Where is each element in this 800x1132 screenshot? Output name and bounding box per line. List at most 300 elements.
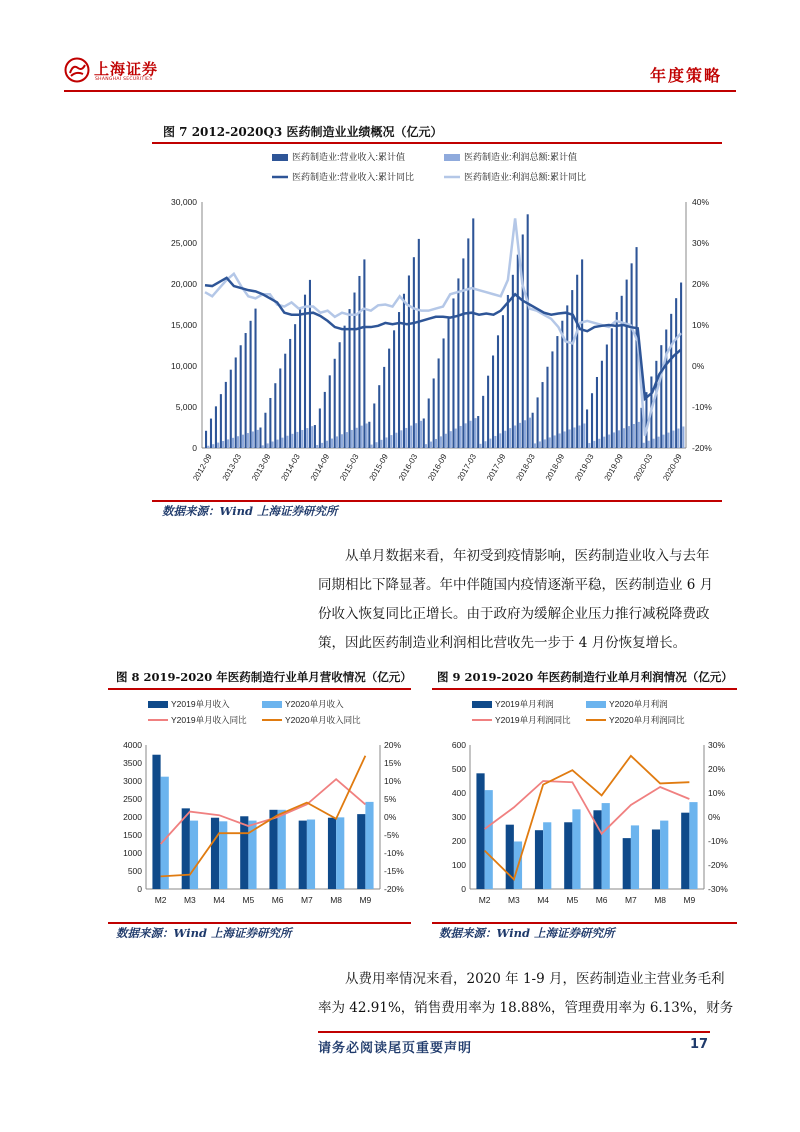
- bar-2019: [328, 818, 336, 889]
- profit-bar: [484, 441, 486, 448]
- bar-2019: [652, 829, 660, 889]
- profit-bar: [301, 430, 303, 448]
- x-tick-label: M6: [271, 895, 284, 905]
- revenue-bar: [541, 382, 543, 448]
- revenue-bar: [537, 397, 539, 448]
- bar-2019: [564, 822, 572, 889]
- revenue-bar: [319, 408, 321, 448]
- revenue-bar: [665, 330, 667, 448]
- y-right-tick-label: 10%: [384, 776, 402, 786]
- y-left-tick-label: 200: [451, 836, 466, 846]
- revenue-bar: [611, 328, 613, 448]
- x-tick-label: M4: [537, 895, 550, 905]
- figure7-title: 图 7 2012-2020Q3 医药制造业业绩概况（亿元）: [163, 125, 443, 139]
- profit-bar: [366, 423, 368, 448]
- legend-swatch: [586, 701, 606, 708]
- yoy-2019-line: [485, 781, 690, 834]
- bar-2019: [623, 838, 631, 889]
- revenue-bar: [482, 396, 484, 448]
- profit-bar: [450, 431, 452, 448]
- y-left-tick-label: 25,000: [171, 238, 197, 248]
- profit-bar: [341, 434, 343, 448]
- profit-bar: [479, 444, 481, 448]
- revenue-bar: [269, 398, 271, 448]
- revenue-bar: [447, 318, 449, 448]
- revenue-bar: [274, 383, 276, 448]
- profit-bar: [514, 425, 516, 448]
- profit-bar: [252, 431, 254, 448]
- profit-bar: [395, 433, 397, 448]
- y-left-tick-label: 3500: [123, 758, 142, 768]
- profit-bar: [286, 436, 288, 448]
- profit-bar: [415, 423, 417, 448]
- revenue-bar: [334, 359, 336, 448]
- revenue-bar: [408, 275, 410, 448]
- profit-bar: [588, 443, 590, 448]
- x-tick-label: 2015-09: [367, 452, 390, 483]
- revenue-bar: [438, 358, 440, 448]
- revenue-bar: [363, 259, 365, 448]
- revenue-bar: [235, 357, 237, 448]
- profit-bar: [638, 422, 640, 448]
- bar-2020: [543, 822, 551, 889]
- figure8-bottom-rule: [108, 922, 411, 924]
- paragraph-2-line: 率为 42.91%，销售费用率为 18.88%，管理费用率为 6.13%，财务: [318, 1000, 734, 1016]
- profit-bar: [598, 439, 600, 448]
- profit-bar: [217, 443, 219, 448]
- y-right-tick-label: -10%: [692, 402, 712, 412]
- y-right-tick-label: -10%: [384, 848, 404, 858]
- legend-label: Y2019单月利润: [495, 699, 554, 709]
- profit-bar: [222, 441, 224, 448]
- y-right-tick-label: 10%: [692, 320, 710, 330]
- legend-swatch: [444, 154, 460, 161]
- profit-bar: [618, 430, 620, 448]
- paragraph-2-line: 从费用率情况来看，2020 年 1-9 月，医药制造业主营业务毛利: [345, 971, 725, 987]
- x-tick-label: M9: [359, 895, 372, 905]
- legend-label: 医药制造业:营业收入:累计同比: [292, 172, 415, 182]
- revenue-bar: [413, 257, 415, 448]
- profit-bar: [549, 437, 551, 448]
- revenue-bar: [680, 283, 682, 448]
- revenue-bar: [254, 309, 256, 448]
- legend-label: Y2019单月收入同比: [171, 715, 247, 725]
- figure7-source: 数据来源：Wind 上海证券研究所: [162, 504, 338, 518]
- legend-label: 医药制造业:利润总额:累计同比: [464, 172, 587, 182]
- revenue-bar: [462, 258, 464, 448]
- bar-2020: [365, 802, 373, 889]
- y-right-tick-label: 0%: [384, 812, 397, 822]
- profit-bar: [380, 440, 382, 448]
- x-tick-label: 2018-03: [514, 452, 537, 483]
- revenue-bar: [497, 335, 499, 448]
- y-left-tick-label: 15,000: [171, 320, 197, 330]
- disclaimer-notice: 请务必阅读尾页重要声明: [318, 1041, 473, 1056]
- y-right-tick-label: -10%: [708, 836, 728, 846]
- profit-bar: [296, 432, 298, 448]
- profit-bar: [425, 444, 427, 448]
- profit-bar: [534, 443, 536, 448]
- profit-bar: [608, 435, 610, 448]
- paragraph-1-line: 同期相比下降显著。年中伴随国内疫情逐渐平稳，医药制造业 6 月: [318, 577, 714, 593]
- figure9-title: 图 9 2019-2020 年医药制造行业单月利润情况（亿元）: [437, 670, 733, 684]
- y-right-tick-label: 30%: [708, 740, 726, 750]
- revenue-bar: [215, 406, 217, 448]
- y-left-tick-label: 500: [127, 866, 142, 876]
- y-right-tick-label: -20%: [692, 443, 712, 453]
- bar-2019: [240, 816, 248, 889]
- x-tick-label: 2018-09: [543, 452, 567, 483]
- revenue-bar: [492, 356, 494, 448]
- revenue-bar: [279, 368, 281, 448]
- y-left-tick-label: 400: [451, 788, 466, 798]
- bar-2020: [602, 803, 610, 889]
- x-tick-label: 2012-09: [191, 452, 214, 483]
- y-right-tick-label: -5%: [384, 830, 400, 840]
- profit-bar: [405, 428, 407, 448]
- profit-bar: [371, 445, 373, 448]
- y-left-tick-label: 10,000: [171, 361, 197, 371]
- x-tick-label: 2015-03: [338, 452, 361, 483]
- profit-bar: [326, 441, 328, 448]
- profit-bar: [390, 435, 392, 448]
- revenue-bar: [220, 394, 222, 448]
- profit-bar: [509, 428, 511, 448]
- revenue-bar: [561, 321, 563, 448]
- header-rule: [64, 90, 736, 92]
- profit-bar: [667, 433, 669, 448]
- legend-swatch: [272, 154, 288, 161]
- profit-bar: [573, 427, 575, 448]
- profit-bar: [207, 446, 209, 448]
- revenue-bar: [606, 345, 608, 448]
- revenue-bar: [655, 361, 657, 448]
- profit-bar: [643, 443, 645, 448]
- y-left-tick-label: 2000: [123, 812, 142, 822]
- profit-bar: [559, 433, 561, 448]
- profit-bar: [356, 428, 358, 448]
- revenue-bar: [205, 431, 207, 448]
- figure9-source: 数据来源：Wind 上海证券研究所: [439, 926, 615, 940]
- revenue-bar: [329, 375, 331, 448]
- bar-2019: [299, 821, 307, 889]
- revenue-bar: [383, 367, 385, 448]
- profit-bar: [648, 441, 650, 448]
- revenue-bar: [398, 312, 400, 448]
- legend-label: Y2020单月利润同比: [609, 715, 685, 725]
- revenue-bar: [443, 338, 445, 448]
- bar-2020: [219, 821, 227, 889]
- revenue-bar: [522, 234, 524, 448]
- legend-label: 医药制造业:营业收入:累计值: [292, 152, 406, 162]
- profit-bar: [578, 425, 580, 448]
- revenue-bar: [423, 418, 425, 448]
- profit-bar: [331, 439, 333, 448]
- revenue-bar: [250, 321, 252, 448]
- revenue-bar: [289, 339, 291, 448]
- profit-bar: [672, 431, 674, 448]
- page-number: 17: [690, 1037, 709, 1052]
- x-tick-label: 2013-09: [250, 452, 273, 483]
- profit-bar: [435, 439, 437, 448]
- profit-bar: [311, 426, 313, 448]
- revenue-bar: [551, 351, 553, 448]
- y-right-tick-label: -15%: [384, 866, 404, 876]
- profit-bar: [385, 437, 387, 448]
- logo-name: 上海证券: [94, 60, 159, 78]
- profit-bar: [663, 435, 665, 448]
- y-left-tick-label: 300: [451, 812, 466, 822]
- y-left-tick-label: 500: [451, 764, 466, 774]
- revenue-bar: [259, 428, 261, 449]
- revenue-bar: [428, 398, 430, 448]
- profit-bar: [569, 429, 571, 448]
- x-tick-label: M5: [242, 895, 255, 905]
- legend-label: Y2019单月收入: [171, 699, 230, 709]
- revenue-bar: [621, 296, 623, 448]
- paragraph-1-line: 份收入恢复同比正增长。由于政府为缓解企业压力推行减税降费政: [318, 606, 710, 622]
- revenue-bar: [527, 214, 529, 448]
- bar-2019: [211, 818, 219, 889]
- y-right-tick-label: -30%: [708, 884, 728, 894]
- y-left-tick-label: 5,000: [175, 402, 197, 412]
- x-tick-label: 2017-09: [485, 452, 508, 483]
- profit-bar: [267, 443, 269, 448]
- x-tick-label: 2020-03: [631, 452, 655, 483]
- revenue-bar: [512, 275, 514, 448]
- revenue-bar: [660, 345, 662, 448]
- revenue-bar: [586, 409, 588, 448]
- revenue-bar: [309, 280, 311, 448]
- profit-bar: [682, 426, 684, 448]
- profit-bar: [376, 442, 378, 448]
- profit-bar: [336, 436, 338, 448]
- y-left-tick-label: 0: [192, 443, 197, 453]
- profit-bar: [212, 444, 214, 448]
- bar-2019: [681, 813, 689, 889]
- revenue-bar: [299, 309, 301, 448]
- footer-rule: [318, 1031, 710, 1033]
- legend-label: Y2019单月利润同比: [495, 715, 571, 725]
- revenue-bar: [457, 278, 459, 448]
- x-tick-label: M2: [478, 895, 491, 905]
- profit-bar: [613, 432, 615, 448]
- profit-bar: [282, 438, 284, 448]
- profit-bar: [306, 428, 308, 448]
- profit-bar: [603, 437, 605, 448]
- profit-bar: [539, 441, 541, 448]
- profit-bar: [445, 434, 447, 448]
- profit-bar: [321, 443, 323, 448]
- profit-bar: [583, 423, 585, 448]
- revenue-bar: [373, 403, 375, 448]
- y-left-tick-label: 100: [451, 860, 466, 870]
- y-left-tick-label: 30,000: [171, 197, 197, 207]
- x-tick-label: M7: [624, 895, 637, 905]
- x-tick-label: 2014-03: [279, 452, 302, 483]
- figure9-chart: [432, 690, 737, 920]
- revenue-bar: [314, 425, 316, 448]
- profit-bar: [593, 441, 595, 448]
- y-right-tick-label: 0%: [708, 812, 721, 822]
- legend-swatch: [148, 701, 168, 708]
- profit-bar: [470, 421, 472, 448]
- y-right-tick-label: -20%: [384, 884, 404, 894]
- figure8-chart: [108, 690, 411, 920]
- revenue-bar: [576, 275, 578, 448]
- report-section: 年度策略: [649, 66, 722, 85]
- figure7-chart: [152, 146, 722, 500]
- profit-bar: [474, 418, 476, 448]
- paragraph-1-line: 从单月数据来看，年初受到疫情影响，医药制造业收入与去年: [345, 548, 710, 564]
- logo-emblem-icon: [64, 57, 90, 83]
- profit-bar: [460, 426, 462, 448]
- x-tick-label: M8: [330, 895, 343, 905]
- y-right-tick-label: 40%: [692, 197, 710, 207]
- y-right-tick-label: 20%: [384, 740, 402, 750]
- bar-2020: [660, 821, 668, 889]
- revenue-bar: [517, 255, 519, 448]
- x-tick-label: 2014-09: [308, 452, 332, 483]
- bar-2019: [269, 810, 277, 889]
- profit-bar: [400, 430, 402, 448]
- y-right-tick-label: -20%: [708, 860, 728, 870]
- bar-2019: [152, 755, 160, 889]
- revenue-bar: [616, 312, 618, 448]
- revenue-bar: [626, 280, 628, 448]
- revenue-bar: [477, 416, 479, 448]
- y-left-tick-label: 20,000: [171, 279, 197, 289]
- revenue-bar: [403, 294, 405, 448]
- profit-bar: [430, 442, 432, 448]
- revenue-bar: [556, 336, 558, 448]
- revenue-bar: [225, 382, 227, 448]
- figure7-top-rule: [152, 142, 722, 144]
- paragraph-2: [318, 965, 738, 1023]
- profit-bar: [455, 429, 457, 448]
- profit-bar: [677, 429, 679, 448]
- y-right-tick-label: 20%: [692, 279, 710, 289]
- revenue-bar: [240, 345, 242, 448]
- revenue-bar: [304, 295, 306, 448]
- revenue-bar: [388, 349, 390, 448]
- revenue-bar: [566, 305, 568, 448]
- revenue-bar: [532, 413, 534, 448]
- revenue-bar: [418, 239, 420, 448]
- revenue-bar: [601, 361, 603, 448]
- revenue-bar: [264, 413, 266, 448]
- x-tick-label: M2: [154, 895, 167, 905]
- bar-2020: [631, 825, 639, 889]
- profit-bar: [529, 418, 531, 448]
- revenue-bar: [631, 263, 633, 448]
- revenue-bar: [245, 333, 247, 448]
- x-tick-label: M3: [183, 895, 196, 905]
- profit-bar: [247, 433, 249, 448]
- x-tick-label: 2017-03: [455, 452, 479, 483]
- profit-bar: [272, 441, 274, 448]
- bar-2020: [278, 810, 286, 889]
- profit-bar: [524, 420, 526, 448]
- profit-bar: [262, 445, 264, 448]
- figure9-bottom-rule: [432, 922, 737, 924]
- profit-bar: [554, 435, 556, 448]
- profit-bar: [440, 436, 442, 448]
- x-tick-label: M7: [300, 895, 313, 905]
- y-left-tick-label: 0: [137, 884, 142, 894]
- revenue-bar: [670, 314, 672, 448]
- revenue-bar: [546, 367, 548, 448]
- revenue-bar: [210, 419, 212, 448]
- figure8-title: 图 8 2019-2020 年医药制造行业单月营收情况（亿元）: [116, 670, 412, 684]
- profit-bar: [361, 426, 363, 448]
- revenue-bar: [467, 238, 469, 448]
- profit-bar: [623, 428, 625, 448]
- paragraph-1-line: 策，因此医药制造业利润相比营收先一步于 4 月份恢复增长。: [318, 635, 687, 651]
- profit-bar: [504, 431, 506, 448]
- profit-bar: [232, 438, 234, 448]
- revenue-bar: [487, 376, 489, 448]
- y-right-tick-label: 0%: [692, 361, 705, 371]
- profit-bar: [277, 440, 279, 448]
- revenue-bar: [591, 393, 593, 448]
- profit-bar: [242, 435, 244, 448]
- x-tick-label: 2016-09: [426, 452, 449, 483]
- x-tick-label: M8: [654, 895, 667, 905]
- revenue-bar: [645, 392, 647, 448]
- bar-2020: [190, 821, 198, 889]
- revenue-bar: [294, 324, 296, 448]
- y-left-tick-label: 2500: [123, 794, 142, 804]
- profit-bar: [544, 439, 546, 448]
- profit-bar: [564, 431, 566, 448]
- figure8-source: 数据来源：Wind 上海证券研究所: [116, 926, 292, 940]
- legend-label: Y2020单月利润: [609, 699, 668, 709]
- revenue-bar: [324, 392, 326, 448]
- bar-2019: [535, 830, 543, 889]
- revenue-bar: [393, 330, 395, 448]
- profit-bar: [519, 423, 521, 448]
- legend-label: 医药制造业:利润总额:累计值: [464, 152, 578, 162]
- bar-2020: [485, 790, 493, 889]
- logo-name-en: SHANGHAI SECURITIES: [95, 77, 153, 82]
- figure7-bottom-rule: [152, 500, 722, 502]
- profit-bar: [420, 421, 422, 448]
- revenue-bar: [596, 377, 598, 448]
- x-tick-label: 2019-09: [602, 452, 625, 483]
- profit-bar: [499, 433, 501, 448]
- legend-swatch: [262, 701, 282, 708]
- revenue-bar: [284, 354, 286, 448]
- profit-bar: [291, 434, 293, 448]
- x-tick-label: M3: [507, 895, 520, 905]
- profit-bar: [489, 439, 491, 448]
- bar-2020: [689, 802, 697, 889]
- logo: [64, 56, 174, 90]
- legend-label: Y2020单月收入: [285, 699, 344, 709]
- x-tick-label: M6: [595, 895, 608, 905]
- profit-bar: [227, 439, 229, 448]
- x-tick-label: M9: [683, 895, 696, 905]
- y-right-tick-label: 5%: [384, 794, 397, 804]
- revenue-bar: [230, 370, 232, 448]
- x-tick-label: 2013-03: [220, 452, 244, 483]
- y-right-tick-label: 15%: [384, 758, 402, 768]
- revenue-bar: [502, 315, 504, 448]
- bar-2019: [476, 773, 484, 889]
- y-left-tick-label: 1000: [123, 848, 142, 858]
- bar-2019: [357, 814, 365, 889]
